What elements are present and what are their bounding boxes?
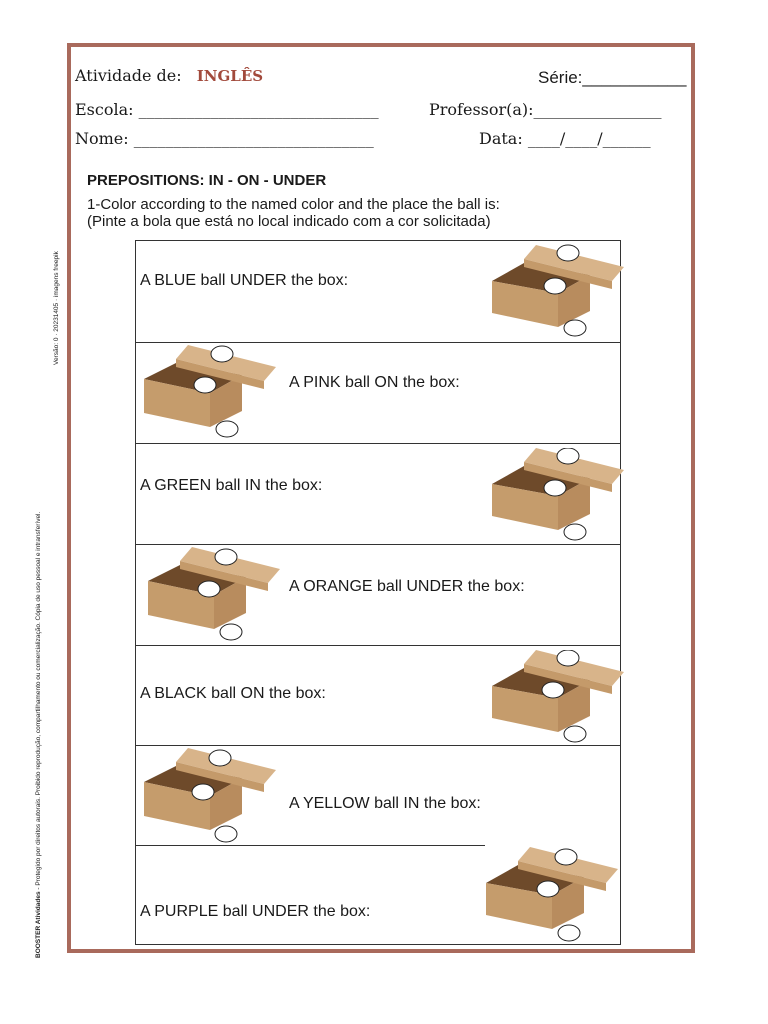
subject-value: INGLÊS — [196, 67, 264, 85]
exercise-grid — [135, 240, 621, 945]
data-field[interactable]: Data: ____/____/______ — [479, 129, 651, 148]
professor-field[interactable]: Professor(a):________________ — [429, 100, 662, 119]
exercise-row-black — [136, 645, 620, 745]
exercise-row-pink — [136, 342, 620, 443]
ball-in-circle[interactable] — [542, 682, 564, 698]
box-icon — [144, 547, 284, 645]
exercise-row-green — [136, 443, 620, 544]
exercise-row-blue — [136, 241, 620, 342]
ball-under-circle[interactable] — [564, 726, 586, 742]
brand-name: BOOSTER Atividades — [35, 891, 42, 958]
box-icon — [140, 748, 280, 846]
instruction-line-1: 1-Color according to the named color and the place the ball is: — [87, 196, 500, 213]
box-icon — [482, 847, 622, 945]
box-icon — [488, 448, 628, 544]
ball-on-circle[interactable] — [557, 650, 579, 666]
ball-in-circle[interactable] — [192, 784, 214, 800]
ball-in-circle[interactable] — [544, 480, 566, 496]
atividade-label-text: Atividade de: — [75, 66, 182, 85]
exercise-row-purple — [136, 845, 620, 944]
version-text: Versão: 0 · 20231405 · imagens freepik — [53, 251, 60, 365]
ball-on-circle[interactable] — [211, 346, 233, 362]
ball-in-circle[interactable] — [194, 377, 216, 393]
atividade-label — [75, 66, 263, 85]
row-sentence: A PINK ball ON the box: — [289, 374, 460, 391]
ball-on-circle[interactable] — [557, 448, 579, 464]
box-icon — [140, 345, 280, 445]
ball-in-circle[interactable] — [537, 881, 559, 897]
ball-on-circle[interactable] — [215, 549, 237, 565]
exercise-row-orange — [136, 544, 620, 645]
escola-field[interactable]: Escola: ______________________________ — [75, 100, 379, 119]
box-icon — [488, 241, 628, 341]
serie-field[interactable]: Série:___________ — [538, 68, 687, 87]
ball-under-circle[interactable] — [564, 320, 586, 336]
row-sentence: A ORANGE ball UNDER the box: — [289, 578, 525, 595]
copyright-notice — [35, 403, 42, 958]
worksheet-title: PREPOSITIONS: IN - ON - UNDER — [87, 172, 327, 189]
instruction-line-2: (Pinte a bola que está no local indicado com a cor solicitada) — [87, 213, 491, 230]
notice-text: - Protegido por direitos autorais. Proibido reprodução, compartilhamento ou comercialização. Cópia de uso pessoal e intransferível. — [35, 511, 42, 892]
nome-field[interactable]: Nome: ______________________________ — [75, 129, 374, 148]
ball-on-circle[interactable] — [209, 750, 231, 766]
box-icon — [488, 650, 628, 746]
row-sentence: A GREEN ball IN the box: — [140, 477, 323, 494]
ball-under-circle[interactable] — [558, 925, 580, 941]
ball-under-circle[interactable] — [216, 421, 238, 437]
ball-on-circle[interactable] — [557, 245, 579, 261]
row-sentence: A BLUE ball UNDER the box: — [140, 272, 349, 289]
ball-in-circle[interactable] — [198, 581, 220, 597]
ball-on-circle[interactable] — [555, 849, 577, 865]
row-sentence: A YELLOW ball IN the box: — [289, 795, 481, 812]
exercise-row-yellow — [136, 745, 620, 845]
row-sentence: A PURPLE ball UNDER the box: — [140, 903, 371, 920]
ball-under-circle[interactable] — [220, 624, 242, 640]
ball-under-circle[interactable] — [564, 524, 586, 540]
ball-under-circle[interactable] — [215, 826, 237, 842]
ball-in-circle[interactable] — [544, 278, 566, 294]
row-sentence: A BLACK ball ON the box: — [140, 685, 326, 702]
